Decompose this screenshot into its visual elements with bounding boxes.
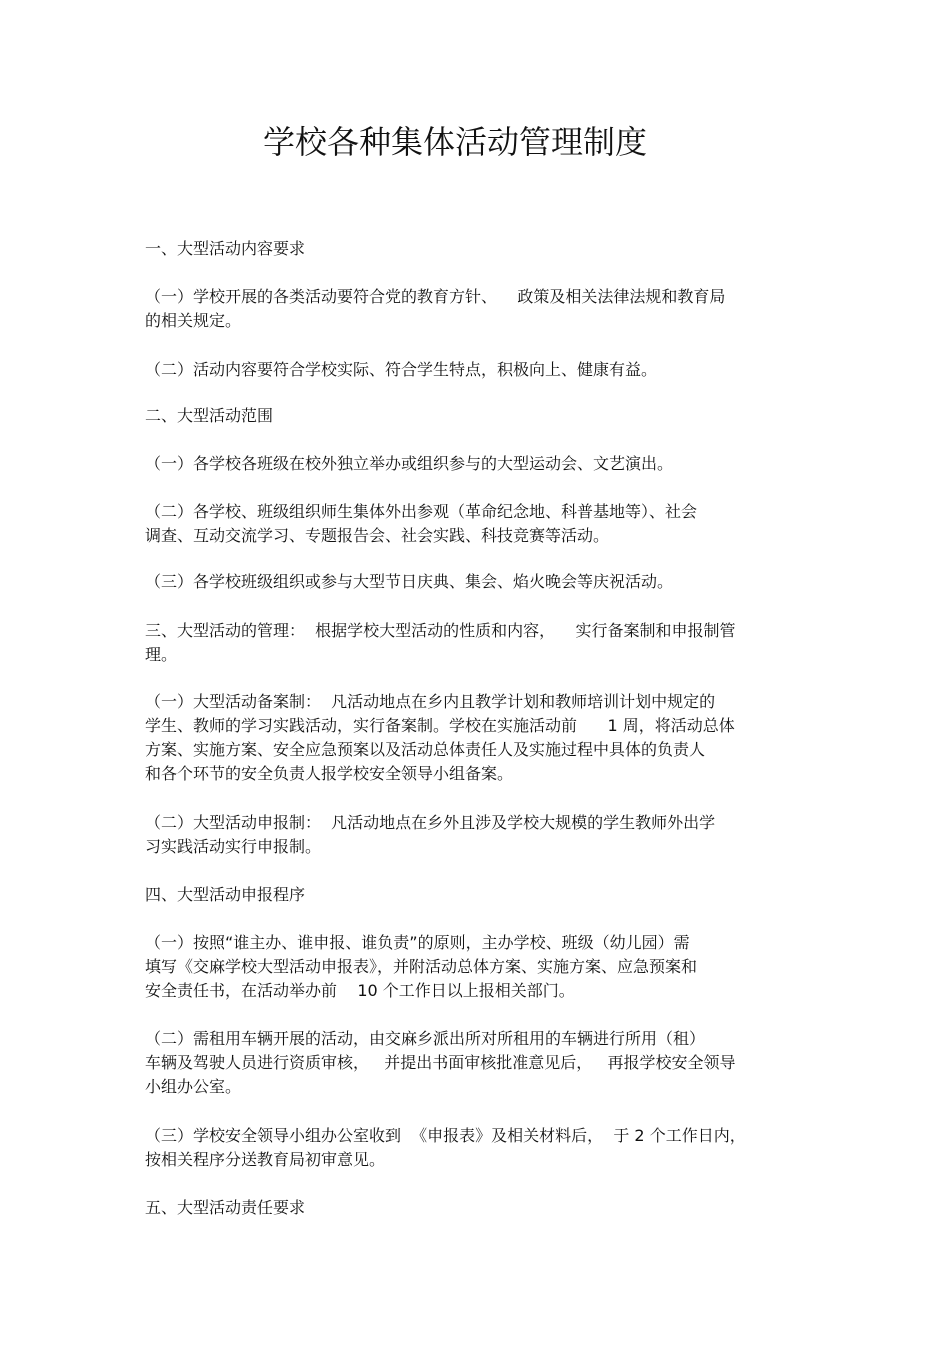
paragraph-line: （三）各学校班级组织或参与大型节日庆典、集会、焰火晚会等庆祝活动。	[145, 572, 674, 591]
section-heading-3: 三、大型活动的管理： 根据学校大型活动的性质和内容， 实行备案制和申报制管	[145, 621, 736, 640]
paragraph-line: 的相关规定。	[145, 311, 242, 330]
paragraph-line: （一）按照“谁主办、谁申报、谁负责”的原则，主办学校、班级（幼儿园）需	[145, 933, 690, 952]
paragraph-line: （一）大型活动备案制： 凡活动地点在乡内且教学计划和教师培训计划中规定的	[145, 692, 716, 711]
paragraph-line: 和各个环节的安全负责人报学校安全领导小组备案。	[145, 764, 514, 783]
paragraph-line: 填写《交麻学校大型活动申报表》，并附活动总体方案、实施方案、应急预案和	[145, 957, 698, 976]
paragraph-line: （二）活动内容要符合学校实际、符合学生特点，积极向上、健康有益。	[145, 360, 658, 379]
paragraph-line: 小组办公室。	[145, 1077, 242, 1096]
section-heading-1: 一、大型活动内容要求	[145, 239, 306, 258]
paragraph-line: （二）大型活动申报制： 凡活动地点在乡外且涉及学校大规模的学生教师外出学	[145, 813, 716, 832]
paragraph-line: 车辆及驾驶人员进行资质审核， 并提出书面审核批准意见后， 再报学校安全领导	[145, 1053, 736, 1072]
section-heading-5: 五、大型活动责任要求	[145, 1198, 306, 1217]
paragraph-line: （三）学校安全领导小组办公室收到 《申报表》及相关材料后， 于 2 个工作日内，	[145, 1126, 746, 1145]
paragraph-line: （一）各学校各班级在校外独立举办或组织参与的大型运动会、文艺演出。	[145, 454, 674, 473]
paragraph-line: 按相关程序分送教育局初审意见。	[145, 1150, 386, 1169]
section-heading-2: 二、大型活动范围	[145, 406, 274, 425]
paragraph-line: 理。	[145, 645, 178, 664]
paragraph-line: （二）各学校、班级组织师生集体外出参观（革命纪念地、科普基地等）、社会	[145, 502, 698, 521]
paragraph-line: 学生、教师的学习实践活动，实行备案制。学校在实施活动前 1 周，将活动总体	[145, 716, 735, 735]
document-title: 学校各种集体活动管理制度	[262, 123, 647, 161]
paragraph-line: （一）学校开展的各类活动要符合党的教育方针、 政策及相关法律法规和教育局	[145, 287, 726, 306]
paragraph-line: 安全责任书，在活动举办前 10 个工作日以上报相关部门。	[145, 981, 575, 1000]
paragraph-line: 习实践活动实行申报制。	[145, 837, 322, 856]
paragraph-line: （二）需租用车辆开展的活动，由交麻乡派出所对所租用的车辆进行所用（租）	[145, 1029, 706, 1048]
section-heading-4: 四、大型活动申报程序	[145, 885, 306, 904]
paragraph-line: 方案、实施方案、安全应急预案以及活动总体责任人及实施过程中具体的负责人	[145, 740, 706, 759]
paragraph-line: 调查、互动交流学习、专题报告会、社会实践、科技竞赛等活动。	[145, 526, 610, 545]
